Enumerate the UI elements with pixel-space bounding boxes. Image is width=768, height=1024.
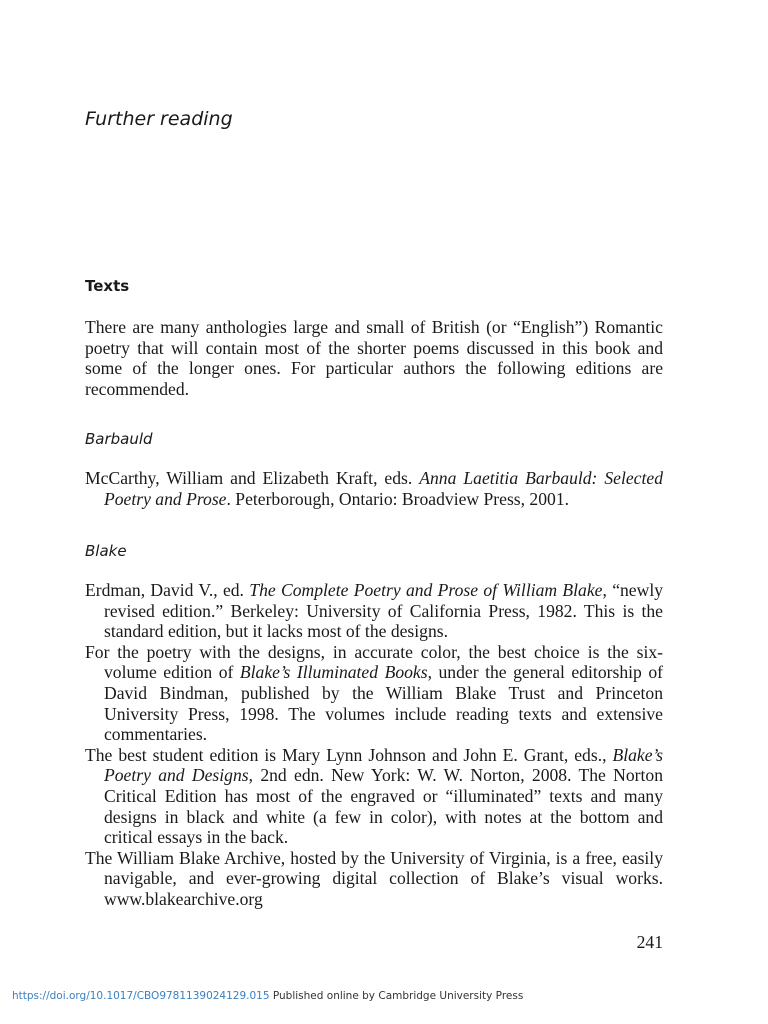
blake-reference-list <box>85 580 663 910</box>
reference-text: , under the general editorship of David Bindman, published by the William Blake Trust and Princeton University Press, 1998. The volumes include reading texts and extensive commentaries. <box>104 662 663 745</box>
reference-entry <box>85 580 663 642</box>
barbauld-reference-list <box>85 468 663 509</box>
reference-text: . Peterborough, Ontario: Broadview Press, 2001. <box>226 488 570 509</box>
page-number: 241 <box>636 932 663 952</box>
intro-paragraph: There are many anthologies large and small of British (or “English”) Romantic poetry that will contain most of the shorter poems discussed in this book and some of the longer ones. For particular authors the following editions are recommended. <box>85 317 663 399</box>
author-heading-blake: Blake <box>85 542 127 560</box>
reference-title: Blake’s Poetry and Designs <box>104 744 663 786</box>
reference-entry <box>85 848 663 910</box>
reference-entry <box>85 642 663 745</box>
reference-entry <box>85 468 663 509</box>
reference-title: Blake’s Illuminated Books <box>239 662 428 683</box>
doi-link[interactable]: https://doi.org/10.1017/CBO9781139024129.015 <box>12 990 270 1002</box>
page-title: Further reading <box>85 108 233 130</box>
section-heading-texts: Texts <box>85 277 130 295</box>
reference-title: Anna Laetitia Barbauld: Selected Poetry and Prose <box>104 468 663 509</box>
reference-text: , “newly revised edition.” Berkeley: University of California Press, 1982. This is the standard edition, but it lacks most of the designs. <box>104 580 664 642</box>
reference-text: , 2nd edn. New York: W. W. Norton, 2008. The Norton Critical Edition has most of the engraved or “illuminated” texts and many designs in black and white (a few in color), with notes at the bottom and critical essays in the back. <box>104 765 663 848</box>
reference-title: The Complete Poetry and Prose of William Blake <box>249 580 603 600</box>
reference-entry <box>85 745 663 848</box>
reference-text: The best student edition is Mary Lynn Johnson and John E. Grant, eds., <box>85 744 613 765</box>
publisher-note: Published online by Cambridge University Press <box>269 990 524 1002</box>
reference-text: Erdman, David V., ed. <box>85 580 250 600</box>
reference-text: For the poetry with the designs, in accurate color, the best choice is the six-volume edition of <box>85 641 663 683</box>
reference-text: The William Blake Archive, hosted by the University of Virginia, is a free, easily navigable, and ever-growing digital collection of Blake’s visual works. www.blakearchive.org <box>85 847 663 909</box>
footer <box>12 990 523 1002</box>
author-heading-barbauld: Barbauld <box>85 430 153 448</box>
reference-text: McCarthy, William and Elizabeth Kraft, eds. <box>85 468 420 488</box>
